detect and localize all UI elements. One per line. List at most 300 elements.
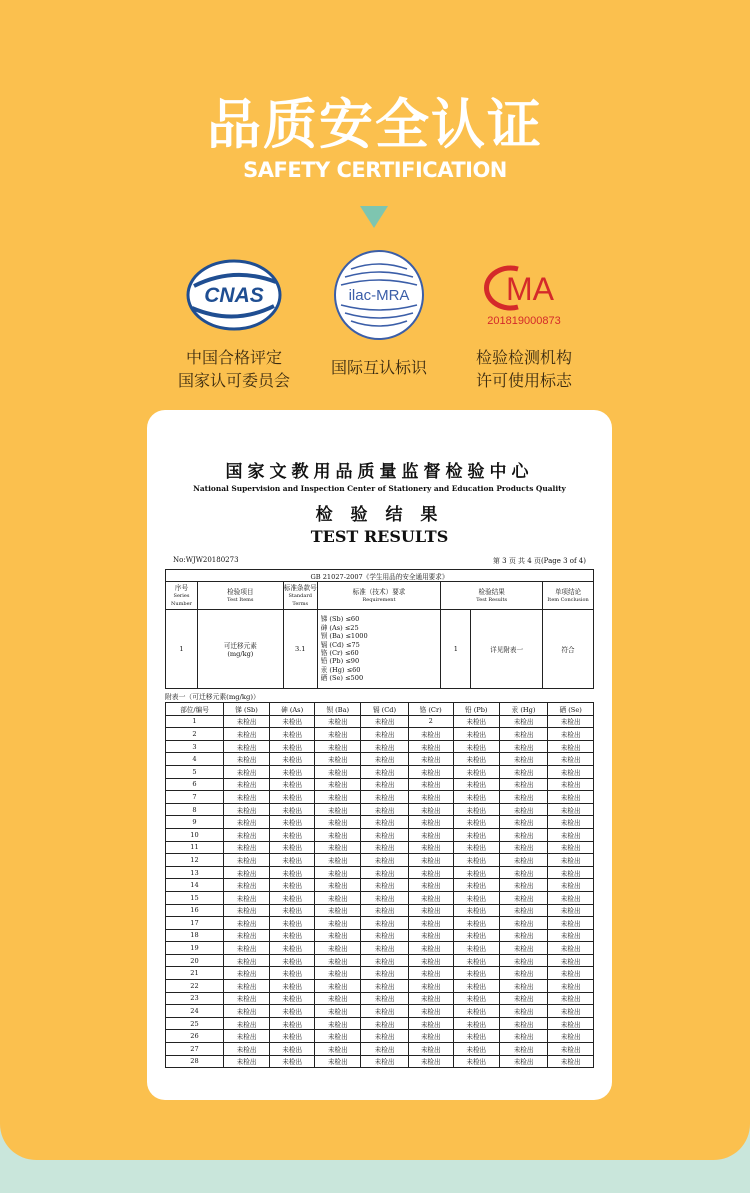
table-cell: 未检出 (361, 967, 408, 980)
table-cell: 未检出 (548, 942, 594, 955)
table-row (166, 929, 594, 942)
table-cell: 未检出 (361, 816, 408, 829)
table-cell: 未检出 (408, 891, 453, 904)
table-cell: 未检出 (361, 980, 408, 993)
table-row (166, 803, 594, 816)
row-index: 20 (166, 954, 224, 967)
table-cell: 未检出 (223, 929, 269, 942)
table-row (166, 816, 594, 829)
table-row (166, 954, 594, 967)
table-cell: 未检出 (223, 715, 269, 728)
page-info: 第 3 页 共 4 页(Page 3 of 4) (492, 557, 586, 565)
table-row (166, 765, 594, 778)
table-cell: 未检出 (408, 753, 453, 766)
table-cell: 未检出 (548, 841, 594, 854)
table-cell: 未检出 (453, 1005, 499, 1018)
table-header: 标准（技术）要求 Requirement (317, 582, 441, 610)
row-index: 23 (166, 992, 224, 1005)
table-cell: 未检出 (499, 753, 548, 766)
table-cell: 未检出 (499, 929, 548, 942)
test-item: 可迁移元素 (mg/kg) (197, 610, 283, 689)
table-cell: 未检出 (499, 841, 548, 854)
table-cell: 未检出 (361, 1030, 408, 1043)
appendix-header: 铅 (Pb) (453, 703, 499, 716)
table-cell: 未检出 (499, 1005, 548, 1018)
table-row (166, 980, 594, 993)
cma-logo-icon (478, 263, 570, 313)
table-cell: 未检出 (408, 917, 453, 930)
table-cell: 未检出 (270, 1030, 315, 1043)
appendix-header: 硒 (Se) (548, 703, 594, 716)
table-cell: 未检出 (548, 954, 594, 967)
cert-caption: 检验检测机构 (475, 348, 572, 367)
table-cell: 未检出 (453, 967, 499, 980)
cma-logo-text: MA (506, 271, 554, 307)
table-cell: 未检出 (408, 1005, 453, 1018)
table-cell: 未检出 (548, 1030, 594, 1043)
table-cell: 未检出 (223, 1017, 269, 1030)
table-cell: 未检出 (223, 841, 269, 854)
table-cell: 未检出 (408, 879, 453, 892)
table-cell: 未检出 (315, 715, 361, 728)
table-cell: 未检出 (270, 715, 315, 728)
table-cell: 未检出 (499, 904, 548, 917)
row-index: 26 (166, 1030, 224, 1043)
table-cell: 未检出 (453, 866, 499, 879)
table-row (166, 1017, 594, 1030)
table-cell: 未检出 (499, 1055, 548, 1068)
row-index: 13 (166, 866, 224, 879)
table-cell: 未检出 (453, 753, 499, 766)
cert-caption: 中国合格评定 (185, 348, 282, 367)
table-cell: 未检出 (315, 1017, 361, 1030)
table-row (166, 904, 594, 917)
table-row (166, 778, 594, 791)
table-cell: 未检出 (499, 740, 548, 753)
appendix-header: 镉 (Cd) (361, 703, 408, 716)
table-cell: 未检出 (499, 854, 548, 867)
ilac-logo-text: ilac-MRA (348, 287, 410, 304)
table-cell: 未检出 (499, 1030, 548, 1043)
row-index: 5 (166, 765, 224, 778)
table-cell: 未检出 (499, 1043, 548, 1056)
row-index: 17 (166, 917, 224, 930)
table-cell: 2 (408, 715, 453, 728)
table-cell: 未检出 (408, 791, 453, 804)
table-cell: 未检出 (408, 980, 453, 993)
table-cell: 未检出 (361, 728, 408, 741)
table-cell: 未检出 (548, 854, 594, 867)
table-row (166, 740, 594, 753)
table-row (166, 715, 594, 728)
table-cell: 未检出 (453, 778, 499, 791)
table-cell: 未检出 (499, 778, 548, 791)
results-title-cn: 检 验 结 果 (315, 505, 444, 525)
table-cell: 未检出 (408, 954, 453, 967)
table-cell: 未检出 (270, 828, 315, 841)
table-cell: 未检出 (223, 1043, 269, 1056)
table-cell: 未检出 (361, 866, 408, 879)
table-cell: 未检出 (270, 992, 315, 1005)
table-cell: 未检出 (315, 954, 361, 967)
table-cell: 未检出 (548, 929, 594, 942)
appendix-table (165, 702, 594, 1068)
table-cell: 未检出 (361, 1055, 408, 1068)
table-cell: 未检出 (408, 942, 453, 955)
table-cell: 未检出 (223, 980, 269, 993)
table-cell: 未检出 (315, 992, 361, 1005)
row-index: 18 (166, 929, 224, 942)
table-cell: 未检出 (548, 866, 594, 879)
table-cell: 未检出 (453, 841, 499, 854)
table-cell: 未检出 (361, 954, 408, 967)
table-row (166, 992, 594, 1005)
table-cell: 未检出 (453, 891, 499, 904)
table-cell: 未检出 (315, 879, 361, 892)
table-cell: 未检出 (270, 891, 315, 904)
table-cell: 未检出 (315, 1055, 361, 1068)
table-cell: 未检出 (315, 866, 361, 879)
table-cell: 未检出 (223, 1055, 269, 1068)
table-cell: 未检出 (499, 980, 548, 993)
table-cell: 未检出 (548, 728, 594, 741)
table-cell: 未检出 (315, 854, 361, 867)
table-cell: 未检出 (548, 816, 594, 829)
table-cell: 未检出 (223, 740, 269, 753)
table-cell: 未检出 (499, 828, 548, 841)
table-cell: 未检出 (408, 929, 453, 942)
table-cell: 未检出 (453, 816, 499, 829)
table-cell: 未检出 (499, 866, 548, 879)
table-cell: 未检出 (270, 1005, 315, 1018)
table-cell: 未检出 (315, 904, 361, 917)
table-cell: 未检出 (223, 866, 269, 879)
table-cell: 未检出 (361, 1005, 408, 1018)
report-number: No:WJW20180273 (173, 556, 239, 564)
table-cell: 未检出 (270, 765, 315, 778)
table-cell: 未检出 (548, 980, 594, 993)
table-cell: 未检出 (408, 1055, 453, 1068)
table-cell: 未检出 (453, 904, 499, 917)
row-index: 24 (166, 1005, 224, 1018)
table-cell: 未检出 (548, 778, 594, 791)
table-cell: 未检出 (223, 954, 269, 967)
row-index: 10 (166, 828, 224, 841)
table-cell: 未检出 (361, 791, 408, 804)
table-cell: 未检出 (361, 1043, 408, 1056)
report-meta (165, 556, 594, 566)
table-cell: 未检出 (453, 803, 499, 816)
table-header: 检验项目 Test Items (197, 582, 283, 610)
table-cell: 未检出 (361, 803, 408, 816)
table-row (166, 1030, 594, 1043)
table-cell: 未检出 (361, 828, 408, 841)
table-cell: 未检出 (408, 1030, 453, 1043)
table-cell: 未检出 (548, 791, 594, 804)
table-cell: 未检出 (361, 904, 408, 917)
table-row (166, 866, 594, 879)
table-cell: 未检出 (270, 942, 315, 955)
table-cell: 未检出 (453, 980, 499, 993)
row-index: 14 (166, 879, 224, 892)
appendix-title: 附表一（可迁移元素(mg/kg)） (165, 693, 260, 701)
cnas-logo-icon (184, 256, 284, 334)
table-cell: 未检出 (361, 740, 408, 753)
table-cell: 未检出 (453, 1017, 499, 1030)
table-cell: 未检出 (453, 1043, 499, 1056)
table-cell: 未检出 (453, 1030, 499, 1043)
table-row (166, 728, 594, 741)
table-cell: 未检出 (223, 891, 269, 904)
table-cell: 未检出 (315, 967, 361, 980)
table-cell: 未检出 (315, 791, 361, 804)
table-cell: 未检出 (499, 942, 548, 955)
table-cell: 未检出 (270, 866, 315, 879)
table-cell: 未检出 (223, 791, 269, 804)
table-cell: 未检出 (223, 1005, 269, 1018)
table-cell: 未检出 (361, 891, 408, 904)
table-cell: 未检出 (361, 841, 408, 854)
table-cell: 未检出 (223, 765, 269, 778)
table-cell: 未检出 (270, 854, 315, 867)
row-index: 3 (166, 740, 224, 753)
row-index: 11 (166, 841, 224, 854)
requirements: 锑 (Sb) ≤60 砷 (As) ≤25 钡 (Ba) ≤1000 镉 (Cd) ≤75 铬 (Cr) ≤60 铅 (Pb) ≤90 汞 (Hg) ≤60 硒 (Se) ≤500 (317, 610, 441, 689)
row-index: 7 (166, 791, 224, 804)
table-row (166, 917, 594, 930)
table-cell: 未检出 (408, 816, 453, 829)
table-cell: 未检出 (270, 791, 315, 804)
down-triangle-icon (360, 206, 388, 228)
table-cell: 未检出 (270, 841, 315, 854)
table-cell: 未检出 (408, 854, 453, 867)
table-cell: 未检出 (408, 740, 453, 753)
table-cell: 未检出 (499, 967, 548, 980)
table-cell: 未检出 (453, 828, 499, 841)
results-title-en: TEST RESULTS (310, 527, 449, 546)
row-index: 2 (166, 728, 224, 741)
table-cell: 未检出 (361, 917, 408, 930)
ilac-mra-logo-icon (331, 247, 427, 343)
table-cell: 未检出 (223, 1030, 269, 1043)
table-cell: 未检出 (223, 879, 269, 892)
table-cell: 未检出 (453, 942, 499, 955)
table-cell: 未检出 (361, 1017, 408, 1030)
table-cell: 未检出 (270, 879, 315, 892)
table-header: 标准条款号 Standard Terms (283, 582, 317, 610)
row-index: 1 (166, 715, 224, 728)
table-cell: 未检出 (499, 715, 548, 728)
table-cell: 未检出 (499, 891, 548, 904)
table-cell: 未检出 (408, 1043, 453, 1056)
table-cell: 未检出 (408, 803, 453, 816)
table-cell: 未检出 (499, 816, 548, 829)
report-title-en: National Supervision and Inspection Center of Stationery and Education Products Quality (193, 484, 566, 493)
table-cell: 未检出 (408, 841, 453, 854)
table-cell: 未检出 (270, 816, 315, 829)
table-cell: 未检出 (270, 917, 315, 930)
table-cell: 未检出 (223, 728, 269, 741)
table-cell: 未检出 (223, 816, 269, 829)
table-cell: 未检出 (361, 879, 408, 892)
table-cell: 未检出 (361, 854, 408, 867)
table-row (166, 879, 594, 892)
table-cell: 未检出 (270, 954, 315, 967)
table-cell: 未检出 (223, 904, 269, 917)
table-cell: 未检出 (548, 879, 594, 892)
table-cell: 未检出 (315, 778, 361, 791)
table-cell: 未检出 (315, 753, 361, 766)
table-row (166, 891, 594, 904)
table-cell: 未检出 (548, 803, 594, 816)
row-index: 22 (166, 980, 224, 993)
appendix-header: 钡 (Ba) (315, 703, 361, 716)
table-cell: 未检出 (270, 740, 315, 753)
table-cell: 未检出 (548, 1043, 594, 1056)
table-cell: 未检出 (408, 778, 453, 791)
table-header: 序号 Series Number (166, 582, 198, 610)
table-row (166, 841, 594, 854)
table-cell: 未检出 (548, 753, 594, 766)
table-cell: 未检出 (315, 841, 361, 854)
table-cell: 未检出 (223, 992, 269, 1005)
report-title-cn: 国家文教用品质量监督检验中心 (225, 462, 534, 482)
table-cell: 未检出 (453, 765, 499, 778)
table-cell: 未检出 (270, 904, 315, 917)
cnas-logo-text: CNAS (204, 284, 264, 307)
cert-caption: 许可使用标志 (475, 371, 572, 390)
table-cell: 未检出 (270, 980, 315, 993)
table-cell: 未检出 (315, 828, 361, 841)
table-cell: 未检出 (270, 1055, 315, 1068)
table-row (166, 791, 594, 804)
table-row (166, 942, 594, 955)
row-index: 12 (166, 854, 224, 867)
table-cell: 未检出 (223, 778, 269, 791)
row-index: 8 (166, 803, 224, 816)
table-cell: 未检出 (315, 1005, 361, 1018)
table-cell: 未检出 (453, 1055, 499, 1068)
table-cell: 未检出 (408, 765, 453, 778)
appendix-header: 部位/编号 (166, 703, 224, 716)
table-cell: 未检出 (270, 803, 315, 816)
table-cell: 未检出 (408, 828, 453, 841)
table-cell: 未检出 (453, 929, 499, 942)
table-row (166, 1005, 594, 1018)
table-cell: 未检出 (499, 879, 548, 892)
table-cell: 未检出 (548, 917, 594, 930)
table-cell: 未检出 (315, 1030, 361, 1043)
cert-cma (424, 250, 624, 392)
table-cell: 未检出 (548, 740, 594, 753)
table-cell: 未检出 (499, 1017, 548, 1030)
row-index: 16 (166, 904, 224, 917)
appendix-header: 汞 (Hg) (499, 703, 548, 716)
table-cell: 未检出 (453, 954, 499, 967)
table-cell: 未检出 (453, 992, 499, 1005)
standard-clause: 3.1 (283, 610, 317, 689)
main-results-table (165, 569, 594, 689)
row-index: 9 (166, 816, 224, 829)
table-row (166, 1055, 594, 1068)
table-cell: 未检出 (223, 967, 269, 980)
table-cell: 未检出 (223, 753, 269, 766)
table-cell: 未检出 (270, 728, 315, 741)
row-index: 6 (166, 778, 224, 791)
table-header: 检验结果 Test Results (441, 582, 543, 610)
table-cell: 未检出 (223, 942, 269, 955)
table-cell: 未检出 (315, 929, 361, 942)
table-cell: 未检出 (408, 992, 453, 1005)
table-cell: 未检出 (315, 891, 361, 904)
table-cell: 未检出 (453, 791, 499, 804)
page-title: 品质安全认证 (207, 93, 543, 156)
table-cell: 未检出 (548, 828, 594, 841)
cma-number: 201819000873 (487, 315, 561, 327)
table-cell: 未检出 (548, 1017, 594, 1030)
row-index: 21 (166, 967, 224, 980)
table-cell: 未检出 (408, 904, 453, 917)
appendix-header: 砷 (As) (270, 703, 315, 716)
table-cell: 未检出 (453, 854, 499, 867)
table-cell: 未检出 (548, 1005, 594, 1018)
result-number: 1 (441, 610, 471, 689)
table-cell: 未检出 (408, 728, 453, 741)
table-cell: 未检出 (408, 866, 453, 879)
table-cell: 未检出 (361, 778, 408, 791)
table-cell: 未检出 (361, 753, 408, 766)
table-cell: 未检出 (361, 942, 408, 955)
row-index: 25 (166, 1017, 224, 1030)
row-index: 15 (166, 891, 224, 904)
table-cell: 未检出 (548, 992, 594, 1005)
table-cell: 未检出 (499, 791, 548, 804)
table-cell: 未检出 (453, 728, 499, 741)
table-header: 单项结论 Item Conclusion (543, 582, 594, 610)
table-cell: 未检出 (453, 917, 499, 930)
table-cell: 未检出 (315, 740, 361, 753)
table-cell: 未检出 (361, 929, 408, 942)
row-index: 4 (166, 753, 224, 766)
table-cell: 未检出 (453, 715, 499, 728)
table-row (166, 1043, 594, 1056)
table-cell: 未检出 (408, 967, 453, 980)
table-cell: 未检出 (315, 803, 361, 816)
table-cell: 未检出 (223, 917, 269, 930)
appendix-header: 锑 (Sb) (223, 703, 269, 716)
table-cell: 未检出 (499, 992, 548, 1005)
table-cell: 未检出 (453, 740, 499, 753)
table-cell: 未检出 (499, 803, 548, 816)
table-row (166, 828, 594, 841)
table-cell: 未检出 (499, 765, 548, 778)
cert-caption: 国家认可委员会 (177, 371, 290, 390)
table-cell: 未检出 (361, 765, 408, 778)
page-subtitle: SAFETY CERTIFICATION (243, 158, 507, 182)
table-cell: 未检出 (408, 1017, 453, 1030)
table-cell: 未检出 (361, 715, 408, 728)
table-cell: 未检出 (453, 879, 499, 892)
table-cell: 未检出 (223, 854, 269, 867)
table-row (166, 854, 594, 867)
table-cell: 未检出 (499, 728, 548, 741)
table-cell: 未检出 (548, 1055, 594, 1068)
table-cell: 未检出 (315, 728, 361, 741)
table-row (166, 753, 594, 766)
table-cell: 未检出 (223, 828, 269, 841)
table-cell: 未检出 (223, 803, 269, 816)
table-cell: 未检出 (315, 980, 361, 993)
